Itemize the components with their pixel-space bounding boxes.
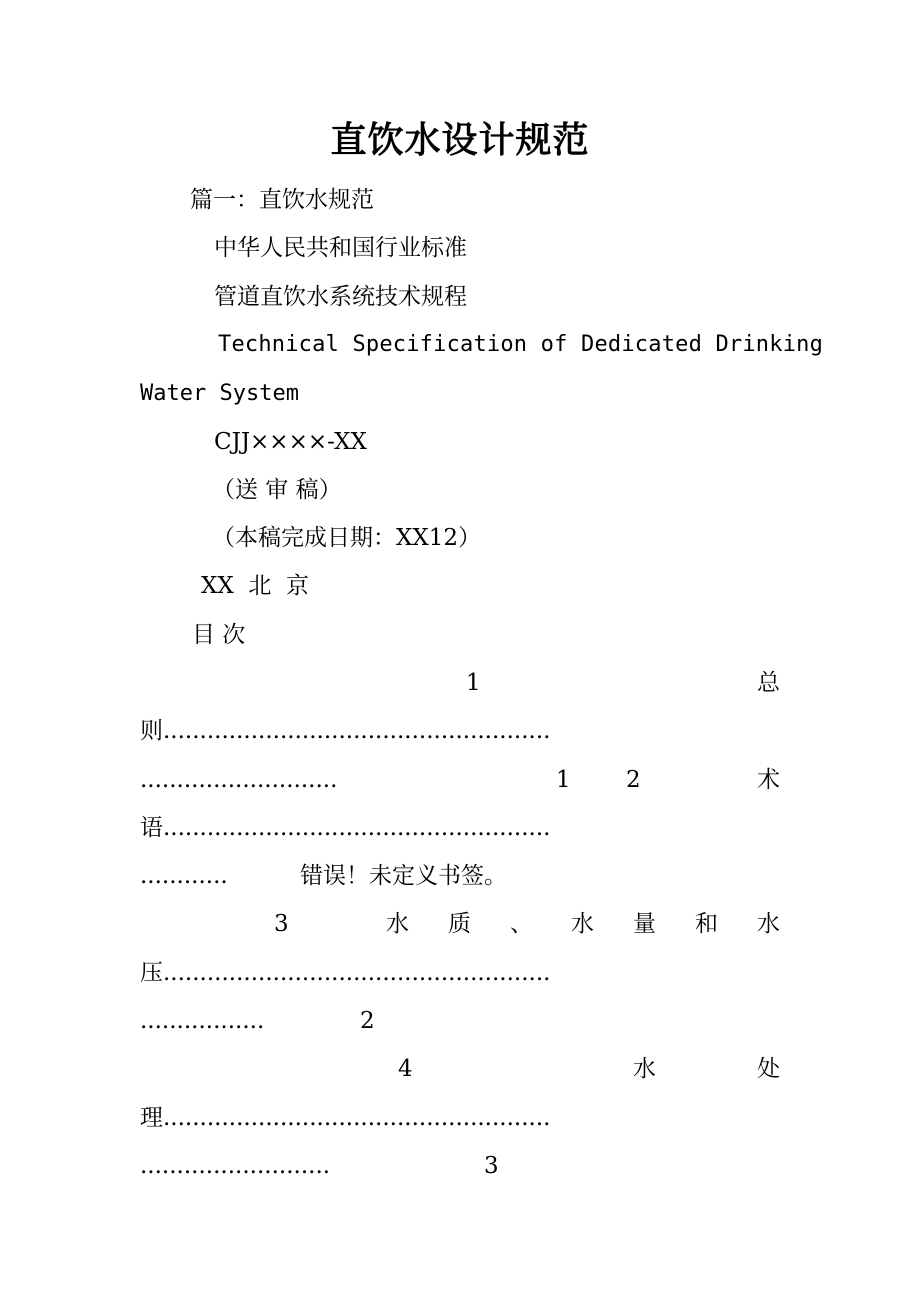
toc-entry-3-number: 3 <box>274 911 289 937</box>
toc-entry-1-page: 1 <box>556 767 571 793</box>
toc-entry-2-page: 错误！未定义书签。 <box>300 863 507 889</box>
toc-entry-3-char: 、 <box>510 911 533 937</box>
toc-entry-3-page: 2 <box>360 1008 375 1034</box>
toc-entry-3-char: 量 <box>633 911 656 937</box>
toc-heading: 目 次 <box>192 622 246 648</box>
english-title-line-1: Technical Specification of Dedicated Drinking <box>218 332 824 357</box>
toc-entry-2-leader: 语..................................................... <box>140 815 551 841</box>
draft-label: （送 审 稿） <box>212 477 342 503</box>
toc-entry-4-number: 4 <box>398 1056 413 1082</box>
toc-entry-4-char: 水 <box>633 1056 656 1082</box>
toc-entry-1-leader: 则..................................................... <box>140 718 551 744</box>
toc-entry-3-leader-cont: ................. <box>140 1008 265 1034</box>
toc-entry-3-char: 水 <box>386 911 409 937</box>
toc-entry-4-leader: 理..................................................... <box>140 1105 551 1131</box>
toc-entry-1-char: 总 <box>757 670 780 696</box>
document-title: 直饮水设计规范 <box>330 119 590 161</box>
standard-line: 中华人民共和国行业标准 <box>214 235 467 261</box>
chinese-title-line: 管道直饮水系统技术规程 <box>214 284 467 310</box>
part-heading: 篇一：直饮水规范 <box>190 187 374 213</box>
english-title-line-2: Water System <box>140 381 299 406</box>
toc-entry-2-number: 2 <box>626 767 641 793</box>
toc-entry-4-page: 3 <box>484 1153 499 1179</box>
toc-entry-3-char: 水 <box>757 911 780 937</box>
toc-entry-1-leader-cont: ........................... <box>140 767 338 793</box>
toc-entry-2-char: 术 <box>757 767 780 793</box>
toc-entry-4-char: 处 <box>757 1056 780 1082</box>
toc-entry-4-leader-cont: .......................... <box>140 1153 331 1179</box>
completion-date: （本稿完成日期：XX12） <box>212 525 482 551</box>
standard-code: CJJ××××-XX <box>214 429 367 455</box>
toc-entry-1-number: 1 <box>466 670 481 696</box>
toc-entry-3-char: 质 <box>448 911 471 937</box>
toc-entry-2-leader-cont: ............ <box>140 863 228 889</box>
toc-entry-3-char: 水 <box>571 911 594 937</box>
place-line: XX 北 京 <box>201 573 309 599</box>
toc-entry-3-char: 和 <box>695 911 718 937</box>
toc-entry-3-leader: 压..................................................... <box>140 960 551 986</box>
